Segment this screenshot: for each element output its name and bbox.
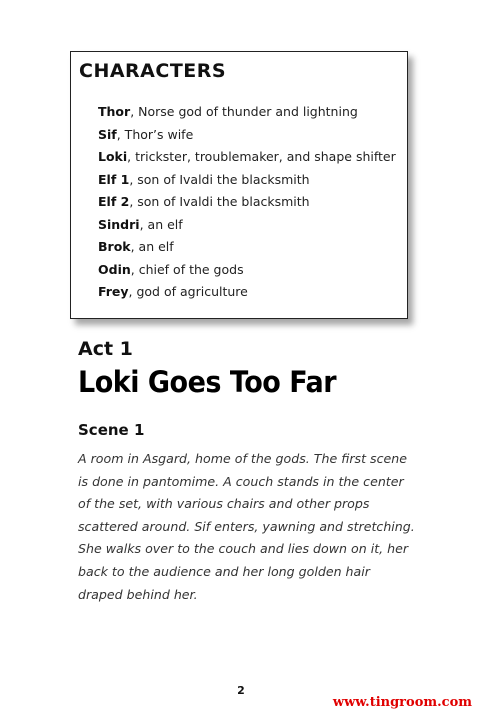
character-name: Elf 1 <box>98 171 130 187</box>
character-name: Sindri <box>98 216 140 232</box>
character-item <box>98 146 396 169</box>
scene-description: A room in Asgard, home of the gods. The first scene is done in pantomime. A couch stands in the center of the set, with various chairs and other props scattered around. Sif enters, yawning and stretching. She walks over to the couch and lies down on it, her back to the audience and her long golden hair draped behind her. <box>78 451 415 602</box>
characters-heading: CHARACTERS <box>79 60 227 82</box>
character-name: Sif <box>98 126 117 142</box>
character-desc: , Thor’s wife <box>116 126 194 142</box>
act-label: Act 1 <box>78 338 133 360</box>
character-name: Brok <box>98 239 131 254</box>
character-name: Elf 2 <box>98 194 130 209</box>
character-desc: , son of Ivaldi the blacksmith <box>129 171 310 187</box>
character-item <box>98 281 396 304</box>
character-desc: , Norse god of thunder and lightning <box>130 104 358 119</box>
characters-box <box>70 51 408 319</box>
character-name: Frey <box>98 284 129 299</box>
character-item <box>98 101 396 124</box>
character-item <box>98 191 396 214</box>
character-desc: , god of agriculture <box>128 284 248 299</box>
characters-list <box>98 101 396 304</box>
character-desc: , an elf <box>139 216 183 232</box>
page-number: 2 <box>237 684 245 697</box>
watermark: www.tingroom.com <box>332 695 472 710</box>
character-desc: , trickster, troublemaker, and shape shifter <box>127 149 396 164</box>
character-item <box>98 169 396 192</box>
character-desc: , an elf <box>130 239 174 254</box>
character-name: Odin <box>98 261 131 277</box>
character-name: Thor <box>98 104 131 119</box>
character-item <box>98 259 396 282</box>
character-desc: , chief of the gods <box>130 261 244 277</box>
character-item <box>98 124 396 147</box>
character-desc: , son of Ivaldi the blacksmith <box>129 194 310 209</box>
character-item <box>98 214 396 237</box>
scene-label: Scene 1 <box>78 421 145 439</box>
character-name: Loki <box>98 149 128 164</box>
act-title: Loki Goes Too Far <box>78 366 337 400</box>
character-item <box>98 236 396 259</box>
